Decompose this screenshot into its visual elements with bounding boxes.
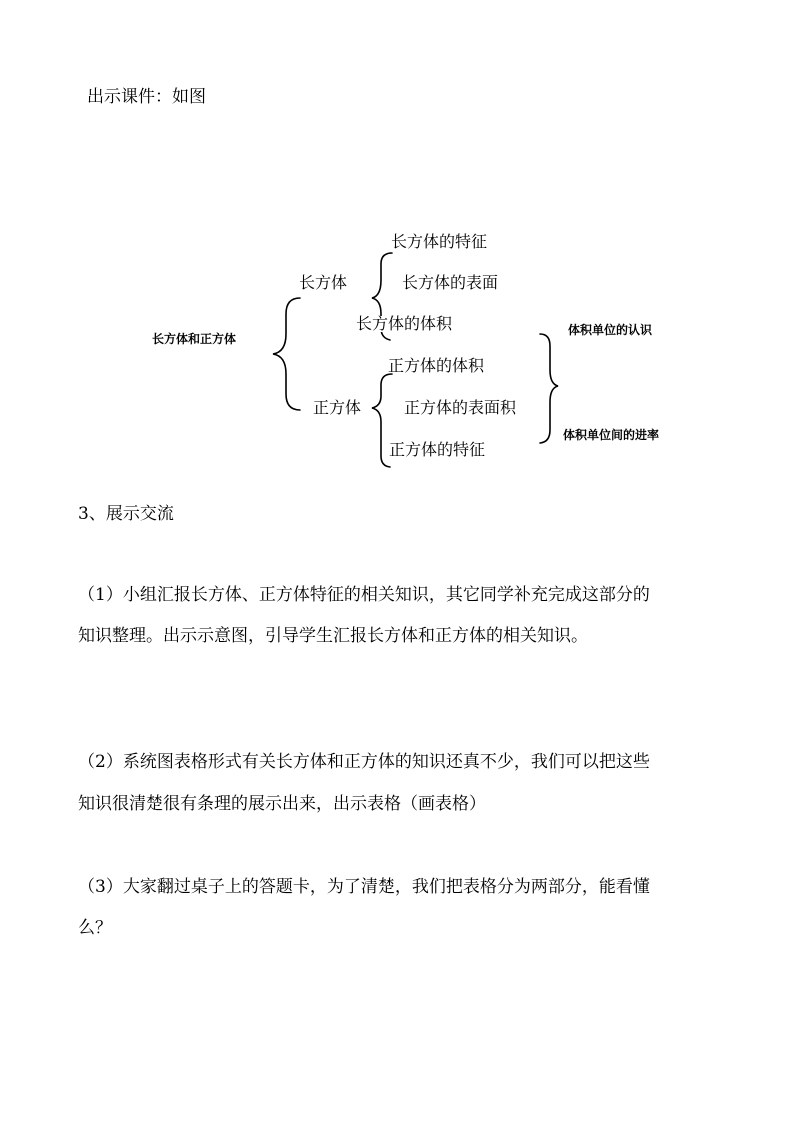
paragraph-2-line-1: （2）系统图表格形式有关长方体和正方体的知识还真不少，我们可以把这些 bbox=[78, 752, 650, 772]
paragraph-1-line-1: （1）小组汇报长方体、正方体特征的相关知识，其它同学补充完成这部分的 bbox=[78, 585, 650, 605]
cuboid-item-volume: 长方体的体积 bbox=[356, 314, 453, 333]
volume-unit-recognition: 体积单位的认识 bbox=[568, 323, 653, 337]
paragraph-1-line-2: 知识整理。出示示意图，引导学生汇报长方体和正方体的相关知识。 bbox=[78, 626, 588, 646]
cube-item-features: 正方体的特征 bbox=[389, 440, 486, 459]
paragraph-2-line-2: 知识很清楚很有条理的展示出来，出示表格（画表格） bbox=[78, 794, 486, 814]
root-brace bbox=[273, 298, 300, 410]
diagram-root-label: 长方体和正方体 bbox=[152, 332, 237, 346]
paragraph-3-line-1: （3）大家翻过桌子上的答题卡，为了清楚，我们把表格分为两部分，能看懂 bbox=[78, 877, 650, 897]
cube-label: 正方体 bbox=[313, 398, 362, 417]
volume-brace bbox=[540, 334, 558, 443]
cube-item-volume: 正方体的体积 bbox=[388, 356, 485, 375]
cuboid-label: 长方体 bbox=[299, 273, 348, 292]
cuboid-item-surface: 长方体的表面 bbox=[402, 273, 499, 292]
cube-item-surface-area: 正方体的表面积 bbox=[404, 398, 517, 417]
paragraph-3-line-2: 么？ bbox=[78, 918, 112, 938]
cuboid-item-features: 长方体的特征 bbox=[391, 232, 488, 251]
courseware-label: 出示课件：如图 bbox=[87, 87, 206, 107]
section-heading: 3、展示交流 bbox=[78, 504, 174, 524]
volume-unit-conversion: 体积单位间的进率 bbox=[563, 428, 660, 442]
